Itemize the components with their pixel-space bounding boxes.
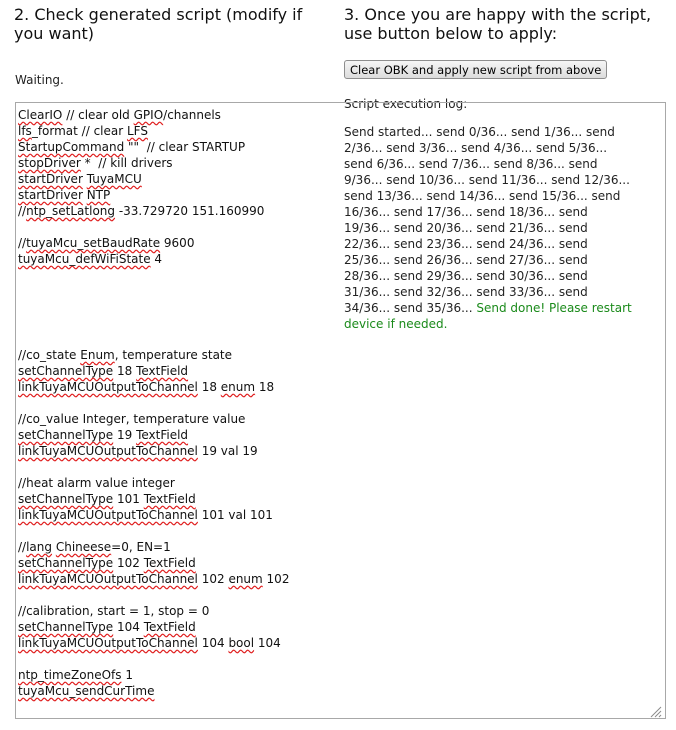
script-token: //co_state <box>18 348 81 362</box>
script-line <box>18 315 338 331</box>
script-line <box>18 651 338 667</box>
script-line <box>18 443 338 459</box>
script-line <box>18 507 338 523</box>
script-line <box>18 107 338 123</box>
resize-grip-icon[interactable] <box>648 703 662 717</box>
spellcheck-word: linkTuyaMCUOutputToChannel <box>18 444 198 458</box>
spellcheck-word: NTP <box>86 188 111 202</box>
script-line <box>18 251 338 267</box>
script-line <box>18 155 338 171</box>
spellcheck-word: LFS <box>126 124 148 138</box>
spellcheck-word: Enum <box>80 348 115 362</box>
script-line <box>18 283 338 299</box>
script-token: 19 <box>113 428 137 442</box>
script-line <box>18 475 338 491</box>
spellcheck-word: lfs <box>18 124 32 138</box>
script-token: "" // clear STARTUP <box>124 140 246 154</box>
script-token: // <box>18 236 27 250</box>
script-token: 104 <box>197 636 229 650</box>
spellcheck-word: TextField <box>136 364 189 378</box>
script-line <box>18 619 338 635</box>
script-token: 104 <box>113 620 144 634</box>
script-line <box>18 123 338 139</box>
script-token: 102 <box>197 572 229 586</box>
script-token: =0, EN=1 <box>111 540 171 554</box>
script-token: 19 val 19 <box>197 444 258 458</box>
spellcheck-word: startDriver <box>18 172 83 186</box>
script-token: 18 <box>113 364 137 378</box>
spellcheck-word: setChannelType <box>18 364 114 378</box>
spellcheck-word: enum <box>228 572 263 586</box>
script-line <box>18 171 338 187</box>
script-line <box>18 299 338 315</box>
spellcheck-word: linkTuyaMCUOutputToChannel <box>18 572 198 586</box>
script-line <box>18 459 338 475</box>
script-line <box>18 379 338 395</box>
script-line <box>18 347 338 363</box>
script-line <box>18 395 338 411</box>
script-line <box>18 411 338 427</box>
script-line <box>18 635 338 651</box>
script-token: // <box>18 540 27 554</box>
spellcheck-word: GPIO <box>133 108 164 122</box>
log-label: Script execution log: <box>344 97 468 111</box>
script-line <box>18 539 338 555</box>
script-token: 4 <box>150 252 163 266</box>
script-token: //heat alarm value integer <box>18 476 175 490</box>
script-token: 101 <box>113 492 144 506</box>
spellcheck-word: TextField <box>143 556 196 570</box>
script-line <box>18 187 338 203</box>
script-line <box>18 523 338 539</box>
spellcheck-word: TuyaMCU <box>86 172 142 186</box>
script-token: //calibration, start = 1, stop = 0 <box>18 604 210 618</box>
spellcheck-word: linkTuyaMCUOutputToChannel <box>18 380 198 394</box>
spellcheck-word: TextField <box>143 620 196 634</box>
script-token: , temperature state <box>114 348 233 362</box>
script-line <box>18 331 338 347</box>
spellcheck-word: setChannelType <box>18 492 114 506</box>
script-line <box>18 603 338 619</box>
script-line <box>18 219 338 235</box>
apply-script-button[interactable]: Clear OBK and apply new script from above <box>344 60 607 79</box>
log-progress: Send started... send 0/36... send 1/36... send 2/36... send 3/36... send 4/36... send 5/36... send 6/36... send 7/36... send 8/36... send 9/36... send 10/36... send 11/36... send 12/36... send 13/36... send 14/36... send 15/36... send 16/36... send 17/36... send 18/36... send 19/36... send 20/36... send 21/36... send 22/36... send 23/36... send 24/36... send 25/36... send 26/36... send 27/36... send 28/36... send 29/36... send 30/36... send 31/36... send 32/36... send 33/36... send 34/36... send 35/36... <box>344 125 630 315</box>
spellcheck-word: ClearIO <box>18 108 63 122</box>
script-token: 18 <box>255 380 275 394</box>
script-line <box>18 267 338 283</box>
script-token: // <box>18 204 27 218</box>
spellcheck-word: linkTuyaMCUOutputToChannel <box>18 508 198 522</box>
spellcheck-word: tuyaMcu_setBaudRate <box>26 236 161 250</box>
script-line <box>18 571 338 587</box>
spellcheck-word: setChannelType <box>18 428 114 442</box>
spellcheck-word: Chineese <box>55 540 112 554</box>
script-token: /channels <box>163 108 221 122</box>
script-token: 101 val 101 <box>197 508 273 522</box>
spellcheck-word: linkTuyaMCUOutputToChannel <box>18 636 198 650</box>
script-line <box>18 139 338 155</box>
log-done-message: Send done! Please restart device if needed. <box>344 301 632 331</box>
script-line <box>18 235 338 251</box>
script-token: 102 <box>262 572 290 586</box>
script-token: 1 <box>121 668 133 682</box>
spellcheck-word: StartupCommand <box>18 140 125 154</box>
spellcheck-word: stopDriver <box>18 156 81 170</box>
spellcheck-word: startDriver <box>18 188 83 202</box>
spellcheck-word: bool <box>228 636 255 650</box>
spellcheck-word: TextField <box>136 428 189 442</box>
status-text: Waiting. <box>15 73 64 87</box>
script-token: 102 <box>113 556 144 570</box>
script-token: 104 <box>254 636 281 650</box>
script-line <box>18 203 338 219</box>
spellcheck-word: tuyaMcu_sendCurTime <box>18 684 155 698</box>
spellcheck-word: TextField <box>143 492 196 506</box>
spellcheck-word: ntp_timeZoneOfs <box>18 668 122 682</box>
step-2-heading: 2. Check generated script (modify if you want) <box>14 5 303 43</box>
script-token: * // kill drivers <box>80 156 173 170</box>
spellcheck-word: setChannelType <box>18 556 114 570</box>
script-line <box>18 427 338 443</box>
spellcheck-word: setChannelType <box>18 620 114 634</box>
script-token: 9600 <box>160 236 195 250</box>
spellcheck-word: lang <box>26 540 53 554</box>
script-text[interactable] <box>18 107 338 699</box>
execution-log <box>344 124 636 332</box>
spellcheck-word: ntp_setLatlong <box>26 204 116 218</box>
script-token: // clear old <box>62 108 134 122</box>
script-line <box>18 491 338 507</box>
script-token: //co_value Integer, temperature value <box>18 412 246 426</box>
script-token: _format // clear <box>31 124 127 138</box>
script-line <box>18 667 338 683</box>
script-line <box>18 555 338 571</box>
spellcheck-word: enum <box>220 380 256 394</box>
step-3-heading: 3. Once you are happy with the script, use button below to apply: <box>344 5 652 43</box>
script-line <box>18 363 338 379</box>
script-token: 18 <box>197 380 221 394</box>
script-line <box>18 587 338 603</box>
spellcheck-word: tuyaMcu_defWiFiState <box>18 252 151 266</box>
script-token: -33.729720 151.160990 <box>115 204 265 218</box>
script-line <box>18 683 338 699</box>
